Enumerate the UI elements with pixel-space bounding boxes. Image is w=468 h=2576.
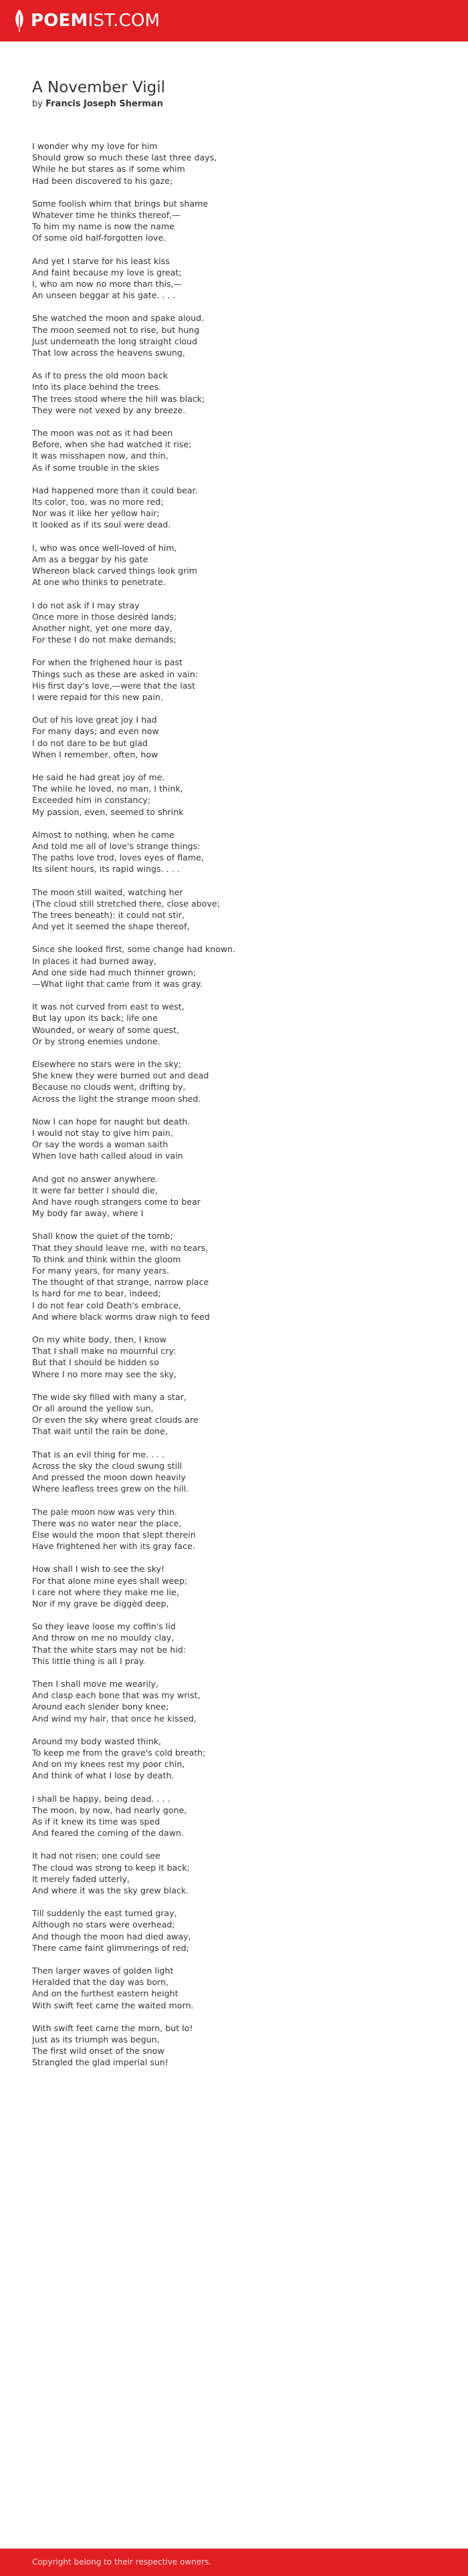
poem-line: This little thing is all I pray.: [32, 1655, 146, 1666]
poem-stanza: [32, 255, 447, 302]
poem-line: The pale moon now was very thin.: [32, 1506, 177, 1517]
poem-line: Although no stars were overhead;: [32, 1919, 175, 1930]
copyright-text: Copyright belong to their respective owners.: [32, 2557, 212, 2567]
poem-line: It had not risen; one could see: [32, 1851, 160, 1861]
poem-stanza: [32, 600, 447, 646]
poem-line: Till suddenly the east turned gray,: [32, 1908, 177, 1919]
poem-line: On my white body, then, I know: [32, 1334, 166, 1345]
poem-line: Shall know the quiet of the tomb;: [32, 1231, 173, 1242]
poem-line: And have rough strangers come to bear: [32, 1197, 201, 1207]
poem-line: Am as a beggar by his gate: [32, 554, 148, 564]
poem-line: Or by strong enemies undone.: [32, 1036, 160, 1046]
poem-line: My body far away, where I: [32, 1208, 144, 1219]
poem-stanza: [32, 1793, 447, 1839]
poem-line: Have frightened her with its gray face.: [32, 1541, 195, 1552]
poem-stanza: [32, 1001, 447, 1047]
poem-line: Where leafless trees grew on the hill.: [32, 1484, 189, 1494]
poem-line: So they leave loose my coffin's lid: [32, 1621, 176, 1632]
logo-text-light: IST.COM: [88, 11, 160, 31]
poem-stanza: [32, 140, 447, 187]
poem-line: I do not ask if I may stray: [32, 600, 140, 610]
poem-line: They were not vexed by any breeze.: [32, 404, 186, 415]
poem-line: I do not dare to be but glad: [32, 737, 148, 748]
poem-line: And clasp each bone that was my wrist,: [32, 1690, 201, 1701]
poem-line: Just underneath the long straight cloud: [32, 336, 197, 346]
poem-stanza: [32, 1907, 447, 1954]
poem-line: Whatever time he thinks thereof,—: [32, 210, 181, 221]
poem-line: The moon seemed not to rise, but hung: [32, 324, 200, 335]
poem-line: And on my knees rest my poor chin,: [32, 1759, 185, 1770]
poem-line: Across the light the strange moon shed.: [32, 1093, 201, 1104]
poem-line: At one who thinks to penetrate.: [32, 577, 166, 588]
poem-line: My passion, even, seemed to shrink: [32, 806, 184, 817]
poem-line: Things such as these are asked in vain:: [32, 669, 199, 679]
poem-line: Since she looked first, some change had known.: [32, 944, 236, 955]
poem-line: Another night, yet one more day,: [32, 622, 172, 633]
poem-line: Around each slender bony knee;: [32, 1702, 169, 1712]
poem-line: To think and think within the gloom: [32, 1254, 181, 1264]
poem-line: I shall be happy, being dead. . . .: [32, 1793, 170, 1804]
poem-stanza: [32, 1058, 447, 1104]
poem-stanza: [32, 370, 447, 416]
poem-line: She knew they were burned out and dead: [32, 1070, 209, 1081]
poem-line: Now I can hope for naught but death.: [32, 1116, 191, 1127]
poem-line: For many days; and even now: [32, 726, 159, 737]
poem-line: As if it knew its time was sped: [32, 1816, 160, 1827]
poem-line: That the white stars may not be hid:: [32, 1644, 186, 1655]
poem-line: Whereon black carved things look grim: [32, 566, 198, 576]
poem-line: And told me all of love's strange things:: [32, 840, 201, 851]
poem-line: Or even the sky where great clouds are: [32, 1415, 199, 1425]
poem-line: The trees beneath): it could not stir,: [32, 909, 185, 920]
poem-line: Is hard for me to bear, indeed;: [32, 1288, 161, 1299]
logo-text-bold: POEM: [31, 11, 88, 31]
poem-line: Should grow so much these last three days,: [32, 152, 217, 163]
poem-line: It looked as if its soul were dead.: [32, 519, 171, 530]
poem-line: And where black worms draw nigh to feed: [32, 1311, 210, 1322]
poem-line: The while he loved, no man, I think,: [32, 784, 183, 794]
poem-stanza: [32, 943, 447, 989]
poem-line: How shall I wish to see the sky!: [32, 1564, 165, 1574]
poem-line: The thought of that strange, narrow place: [32, 1277, 209, 1288]
poem-line: Almost to nothing, when he came: [32, 829, 174, 840]
poem-line: It was not curved from east to west,: [32, 1002, 185, 1012]
poem-line: Around my body wasted think,: [32, 1736, 162, 1746]
poem-stanza: [32, 198, 447, 244]
poem-line: It merely faded utterly,: [32, 1873, 130, 1884]
poem-line: The trees stood where the hill was black;: [32, 393, 205, 404]
poem-title: A November Vigil: [32, 79, 166, 96]
poem-stanza: [32, 2022, 447, 2069]
poem-line: And yet I starve for his least kiss: [32, 255, 170, 266]
poem-stanza: [32, 1449, 447, 1495]
poem-line: (The cloud still stretched there, close above;: [32, 898, 220, 909]
poem-line: And throw on me no mouldy clay,: [32, 1633, 174, 1643]
poem-line: For that alone mine eyes shall weep;: [32, 1575, 188, 1586]
site-logo[interactable]: [12, 9, 160, 33]
poem-line: Heralded that the day was born,: [32, 1977, 168, 1988]
poem-stanza: [32, 312, 447, 358]
poem-stanza: [32, 829, 447, 875]
poem-line: I were repaid for this new pain.: [32, 691, 163, 702]
poem-line: The cloud was strong to keep it back;: [32, 1862, 190, 1873]
poem-body: [32, 140, 447, 2069]
poem-line: That low across the heavens swung,: [32, 348, 185, 358]
poem-line: Once more in those desirèd lands;: [32, 611, 177, 622]
poem-line: The first wild onset of the snow: [32, 2046, 164, 2057]
poem-line: And wind my hair, that once he kissed,: [32, 1713, 197, 1724]
poem-line: Had happened more than it could bear.: [32, 485, 198, 495]
poem-line: With swift feet came the waited morn.: [32, 2000, 194, 2010]
poem-line: Its color, too, was no more red;: [32, 497, 164, 507]
poem-line: The moon, by now, had nearly gone,: [32, 1804, 187, 1815]
poem-line: And faint because my love is great;: [32, 267, 182, 277]
poem-line: Because no clouds went, drifting by,: [32, 1082, 186, 1092]
poem-line: She watched the moon and spake aloud.: [32, 313, 205, 324]
poem-line: Exceeded him in constancy;: [32, 795, 151, 806]
poem-line: To keep me from the grave's cold breath;: [32, 1747, 206, 1758]
poem-line: And think of what I lose by death.: [32, 1770, 174, 1781]
poem-line: The moon was not as it had been: [32, 428, 173, 439]
poem-line: And pressed the moon down heavily: [32, 1472, 186, 1483]
poem-line: Nor if my grave be diggèd deep,: [32, 1598, 169, 1609]
poem-line: Or all around the yellow sun,: [32, 1403, 154, 1414]
poem-line: Then I shall move me wearily,: [32, 1678, 158, 1689]
poem-line: That is an evil thing for me. . . .: [32, 1449, 165, 1459]
poem-line: Or say the words a woman saith: [32, 1139, 168, 1150]
poem-stanza: [32, 1736, 447, 1782]
poem-line: I would not stay to give him pain,: [32, 1128, 173, 1139]
poem-line: I care not where they make me lie,: [32, 1587, 179, 1597]
poem-line: An unseen beggar at his gate. . . .: [32, 290, 176, 301]
poem-stanza: [32, 542, 447, 588]
poem-line: I, who am now no more than this,—: [32, 279, 183, 289]
poem-line: That they should leave me, with no tears,: [32, 1242, 208, 1253]
poem-byline: [32, 98, 447, 111]
poem-line: Had been discovered to his gaze;: [32, 175, 173, 186]
poem-line: As if to press the old moon back: [32, 370, 168, 381]
poem-stanza: [32, 427, 447, 473]
poem-line: The moon still waited, watching her: [32, 887, 183, 897]
poem-line: It was misshapen now, and thin,: [32, 451, 168, 461]
poem-line: As if some trouble in the skies: [32, 462, 159, 473]
poem-line: And yet it seemed the shape thereof,: [32, 921, 190, 932]
poem-line: And where it was the sky grew black.: [32, 1885, 189, 1895]
poem-stanza: [32, 1334, 447, 1380]
poem-line: When I remember, often, how: [32, 749, 158, 759]
poem-stanza: [32, 1965, 447, 2011]
poem-author[interactable]: Francis Joseph Sherman: [45, 99, 163, 109]
poem-line: For these I do not make demands;: [32, 634, 177, 645]
poem-line: Strangled the glad imperial sun!: [32, 2057, 168, 2068]
poem-line: Nor was it like her yellow hair;: [32, 508, 160, 519]
poem-line: There came faint glimmerings of red;: [32, 1942, 189, 1953]
poem-line: And on the furthest eastern height: [32, 1988, 179, 1999]
poem-stanza: [32, 887, 447, 933]
poem-line: That wait until the rain be done,: [32, 1426, 168, 1437]
poem-line: With swift feet came the morn, but lo!: [32, 2022, 193, 2033]
poem-stanza: [32, 1116, 447, 1162]
poem-stanza: [32, 1506, 447, 1552]
poem-line: He said he had great joy of me.: [32, 772, 165, 782]
poem-line: And though the moon had died away,: [32, 1931, 191, 1942]
poem-line: But lay upon its back; life one: [32, 1013, 158, 1024]
poem-line: Else would the moon that slept therein: [32, 1529, 196, 1540]
poem-line: Some foolish whim that brings but shame: [32, 198, 209, 209]
poem-container: [32, 78, 447, 2080]
poem-line: That I shall make no mournful cry:: [32, 1346, 177, 1357]
poem-line: Before, when she had watched it rise;: [32, 439, 192, 450]
poem-line: His first day's love,—were that the last: [32, 680, 196, 691]
poem-stanza: [32, 1850, 447, 1896]
poem-line: Out of his love great joy I had: [32, 715, 157, 725]
poem-line: While he but stares as if some whim: [32, 164, 185, 174]
poem-stanza: [32, 1563, 447, 1609]
poem-line: Then larger waves of golden light: [32, 1966, 174, 1976]
poem-stanza: [32, 772, 447, 818]
poem-stanza: [32, 1173, 447, 1219]
poem-line: —What light that came from it was gray.: [32, 978, 203, 989]
poem-line: But that I should be hidden so: [32, 1357, 159, 1368]
poem-line: For when the frighened hour is past: [32, 657, 183, 668]
poem-line: And got no answer anywhere.: [32, 1173, 158, 1184]
poem-line: The wide sky filled with many a star,: [32, 1391, 187, 1402]
poem-line: It were far better I should die,: [32, 1185, 158, 1195]
poem-stanza: [32, 485, 447, 531]
site-footer: [0, 2549, 468, 2576]
poem-stanza: [32, 1678, 447, 1724]
poem-stanza: [32, 1391, 447, 1437]
by-label: by: [32, 99, 43, 109]
poem-line: For many years, for many years.: [32, 1266, 170, 1276]
poem-line: In places it had burned away,: [32, 955, 157, 966]
poem-line: Just as its triumph was begun,: [32, 2034, 160, 2045]
poem-line: Where I no more may see the sky,: [32, 1369, 177, 1379]
poem-line: Into its place behind the trees.: [32, 382, 162, 392]
poem-line: I, who was once well-loved of him,: [32, 542, 177, 553]
poem-line: The paths love trod, loves eyes of flame,: [32, 852, 204, 863]
poem-line: Its silent hours, its rapid wings. . . .: [32, 864, 180, 874]
site-header: [0, 0, 468, 41]
poem-line: And feared the coming of the dawn.: [32, 1828, 184, 1839]
logo-text: [31, 9, 160, 33]
quill-pen-icon: [12, 9, 27, 33]
poem-line: To him my name is now the name: [32, 221, 174, 232]
poem-line: Of some old half-forgotten love.: [32, 233, 166, 243]
poem-stanza: [32, 1621, 447, 1667]
poem-stanza: [32, 657, 447, 703]
poem-line: Across the sky the cloud swung still: [32, 1460, 183, 1471]
poem-line: There was no water near the place,: [32, 1518, 182, 1528]
poem-line: And one side had much thinner grown;: [32, 967, 197, 977]
poem-line: When love hath called aloud in vain: [32, 1151, 183, 1161]
poem-line: Wounded, or weary of some quest,: [32, 1024, 180, 1035]
poem-line: Elsewhere no stars were in the sky;: [32, 1059, 182, 1069]
poem-stanza: [32, 1230, 447, 1322]
poem-stanza: [32, 714, 447, 760]
poem-line: I do not fear cold Death's embrace,: [32, 1300, 181, 1310]
poem-line: I wonder why my love for him: [32, 141, 158, 151]
